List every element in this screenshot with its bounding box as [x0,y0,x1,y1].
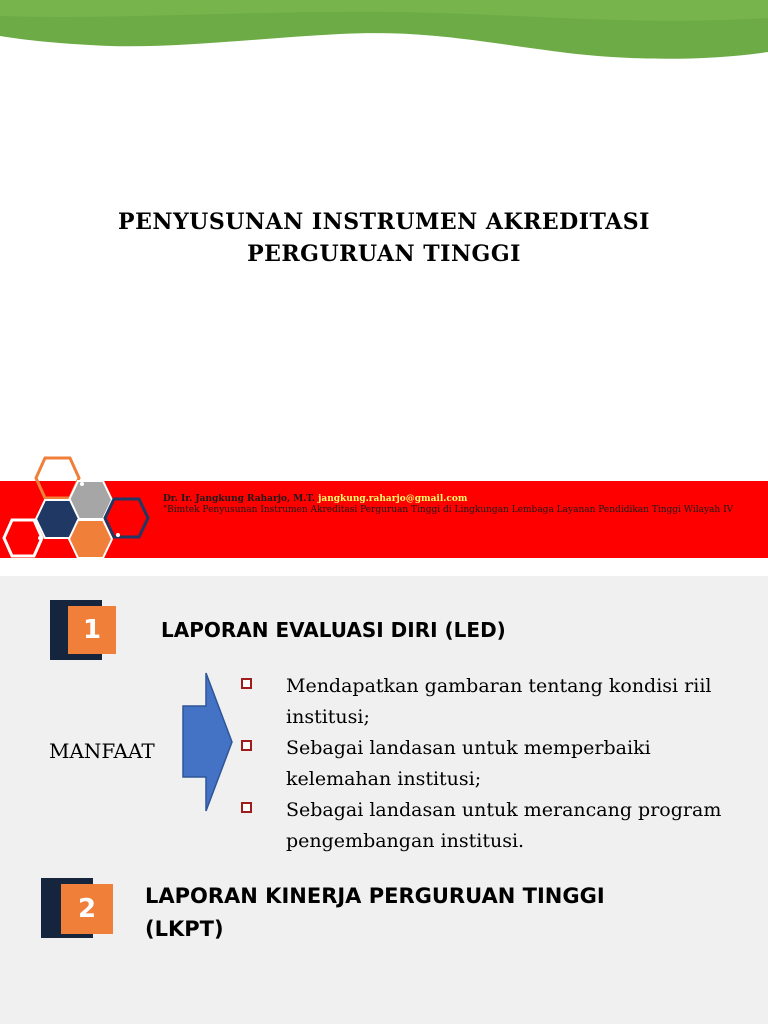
author-info [163,494,743,516]
author-name: Dr. Ir. Jangkung Raharjo, M.T. [163,494,315,504]
title-line-1: PENYUSUNAN INSTRUMEN AKREDITASI [118,209,650,235]
badge-1-number: 1 [68,606,116,654]
section-2-heading-line-2: (LKPT) [145,917,224,941]
content-slide [0,576,768,1024]
slide-title [0,206,768,270]
list-item [238,671,738,733]
arrow-right-icon [182,672,234,812]
bullet-text: Sebagai landasan untuk memperbaiki kelemahan institusi; [286,737,651,790]
bullet-text: Mendapatkan gambaran tentang kondisi riil institusi; [286,675,712,728]
benefit-list [238,671,738,857]
title-line-2: PERGURUAN TINGGI [247,241,521,267]
checkbox-bullet-icon [241,678,252,689]
checkbox-bullet-icon [241,802,252,813]
checkbox-bullet-icon [241,740,252,751]
section-1-heading: LAPORAN EVALUASI DIRI (LED) [161,618,506,642]
list-item [238,733,738,795]
badge-2-number: 2 [61,884,113,934]
manfaat-label: MANFAAT [49,739,155,763]
section-2-heading [145,880,605,946]
section-2-heading-line-1: LAPORAN KINERJA PERGURUAN TINGGI [145,884,605,908]
author-line [163,494,743,505]
hexagon-decoration-icon [0,452,160,566]
list-item [238,795,738,857]
slide-divider [0,566,768,576]
green-wave-header [0,0,768,70]
author-email: jangkung.raharjo@gmail.com [318,494,468,504]
bullet-text: Sebagai landasan untuk merancang program pengembangan institusi. [286,799,722,852]
event-subtitle: "Bimtek Penyusunan Instrumen Akreditasi Perguruan Tinggi di Lingkungan Lembaga Layanan Pendidikan Tinggi Wilayah IV [163,505,734,515]
